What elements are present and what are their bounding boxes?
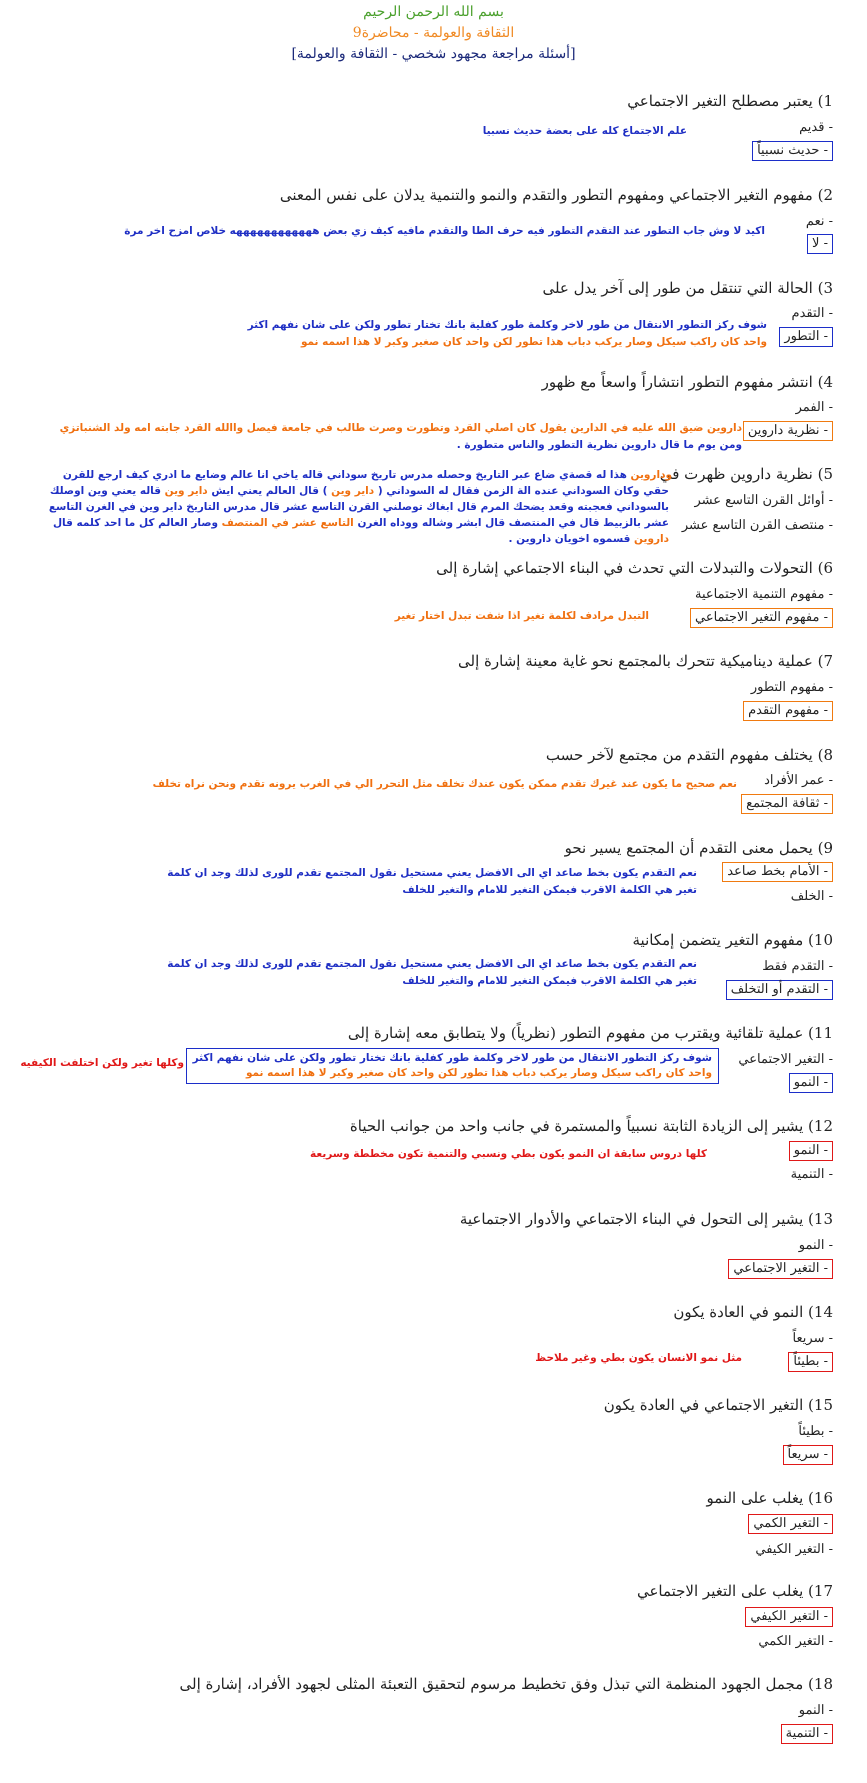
q11-note-1: شوف ركز التطور الانتقال من طور لاخر وكلمة طور كفلية بانك تختار تطور ولكن على شان نفهم اكثر [192,1052,712,1064]
q3-option-1: - التقدم [791,306,833,321]
q12-option-2: - التنمية [790,1167,833,1182]
q14-option-1: - سريعاً [792,1331,833,1346]
q1-option-1: - قديم [799,120,833,135]
q7-answer: - مفهوم التقدم [743,701,833,721]
q4-answer: - نظرية داروين [743,421,833,441]
q5-note-text-2: حقي وكان السوداني عنده الة الزمن فقال له السوداني ( [377,485,669,497]
q13-option-1: - النمو [798,1238,833,1253]
q10-option-1: - التقدم فقط [762,959,833,974]
question-14: 14) النمو في العادة يكون [673,1303,833,1321]
q4-note-1: داروين ضيق الله عليه في الدارين يقول كان اصلي القرد وتطورت وصرت طالب في جامعة فيصل واالله القرد جابته امه ولد الشنباتزي [59,422,742,434]
q2-option-1: - نعم [805,214,833,229]
question-7: 7) عملية ديناميكية تتحرك بالمجتمع نحو غاية معينة إشارة إلى [458,652,833,670]
q4-option-1: - الفمر [795,400,833,415]
q9-note-2: تغير هي الكلمة الاقرب فيمكن التغير للامام والتغير للخلف [402,884,697,896]
question-4: 4) انتشر مفهوم التطور انتشاراً واسعاً مع ظهور [541,373,833,391]
question-8: 8) يختلف مفهوم التقدم من مجتمع لآخر حسب [545,746,833,764]
q17-option-2: - التغير الكمي [758,1634,833,1649]
q5-note-line-5 [509,533,670,545]
q6-answer: - مفهوم التغير الاجتماعي [690,608,833,628]
question-16: 16) يغلب على النمو [706,1489,833,1507]
q9-note-1: نعم التقدم يكون بخط صاعد اي الى الافضل يعني مستحيل نقول المجتمع تقدم للورى لذلك وجد ان كلمة [167,867,697,879]
question-2: 2) مفهوم التغير الاجتماعي ومفهوم التطور والتقدم والنمو والتنمية يدلان على نفس المعنى [279,186,833,204]
q8-note: نعم صحيح ما يكون عند غيرك تقدم ممكن يكون عندك تخلف مثل التحرر الي في الغرب يرونه تقدم ونحن نراه تخلف [152,778,737,790]
question-1: 1) يعتبر مصطلح التغير الاجتماعي [627,92,833,110]
q2-note: اكيد لا وش جاب التطور عند التقدم التطور فيه حرف الطا والتقدم مافيه كيف زي بعض ههههههههههههه خلاص امزح اخر مرة [124,225,765,237]
q18-option-1: - النمو [798,1703,833,1718]
q11-note-3: وكلها تغير ولكن اختلفت الكيفيه [20,1057,184,1069]
q9-option-2: - الخلف [790,889,833,904]
question-18: 18) مجمل الجهود المنظمة التي تبذل وفق تخطيط مرسوم لتحقيق التعبئة المثلى لجهود الأفراد، إشارة إلى [179,1675,833,1693]
q1-note: علم الاجتماع كله على بعضة حديث نسبيا [482,125,687,137]
question-11: 11) عملية تلقائية ويقترب من مفهوم التطور (نظرياً) ولا يتطابق معه إشارة إلى [347,1024,833,1042]
question-12: 12) يشير إلى الزيادة الثابتة نسبياً والمستمرة في جانب واحد من جوانب الحياة [349,1117,833,1135]
question-9: 9) يحمل معنى التقدم أن المجتمع يسير نحو [564,839,833,857]
question-15: 15) التغير الاجتماعي في العادة يكون [603,1396,833,1414]
q12-note: كلها دروس سابقة ان النمو يكون بطي ونسبي والتنمية تكون مخططة وسريعة [310,1148,707,1160]
q5-note-dayer-1: داير وين [331,485,375,497]
q12-answer: - النمو [789,1141,833,1161]
q11-note-2: واحد كان راكب سيكل وصار يركب دباب هذا تطور لكن واحد كان صغير وكبر لا هذا اسمه نمو [245,1067,712,1079]
q9-answer: - الأمام بخط صاعد [722,862,833,882]
q4-note-2: ومن يوم ما قال داروين نظرية التطور والناس متطورة . [456,439,742,451]
lecture-title: الثقافة والعولمة - محاضرة9 [352,25,515,41]
q15-answer: - سريعاً [783,1445,833,1465]
q11-answer: - النمو [789,1073,833,1093]
q14-answer: - بطيئاً [788,1352,833,1372]
q5-note-line-4 [53,517,669,529]
q8-answer: - ثقافة المجتمع [741,794,833,814]
question-5: 5) نظرية داروين ظهرت في [659,465,833,483]
q18-answer: - التنمية [781,1724,833,1744]
subtitle: [أسئلة مراجعة مجهود شخصي - الثقافة والعولمة] [291,46,576,62]
q6-option-1: - مفهوم التنمية الاجتماعية [694,587,833,602]
q5-note-text-1: هذا له قصةي ضاع عبر التاريخ وحصله مدرس تاريخ سوداني قاله ياخي انا عالم وضايع ما ادري كيف ارجع للقرن [62,469,627,481]
q10-note-1: نعم التقدم يكون بخط صاعد اي الى الافضل يعني مستحيل نقول المجتمع تقدم للورى لذلك وجد ان كلمة [167,958,697,970]
q5-note-text-5: عشر بالزبيط قال في المنتصف قال ابشر وشاله ووداه الغرن [357,517,669,529]
q5-note-line-3: بالسوداني فعجبته وقعد يضحك المرم قال ابغاك توصلني القرن التاسع عشر قال مدرس التاريخ داير وين في الغرن التاسع [48,501,669,513]
q5-note-dayer-2: داير وين [164,485,208,497]
basmala: بسم الله الرحمن الرحيم [363,4,504,20]
q16-option-2: - التغير الكيفي [755,1542,833,1557]
q5-note-text-3: ) قال العالم يعني ايش [211,485,328,497]
q3-note-1: شوف ركز التطور الانتقال من طور لاخر وكلمة طور كفلية بانك تختار تطور ولكن على شان نفهم اكثر [247,319,767,331]
q5-note-darwin: وداروين [630,469,672,481]
q13-answer: - التغير الاجتماعي [728,1259,833,1279]
q11-note-box [186,1048,719,1084]
q3-answer: - التطور [779,327,833,347]
question-17: 17) يغلب على التغير الاجتماعي [636,1582,833,1600]
q5-option-1: - أوائل القرن التاسع عشر [694,493,833,508]
question-3: 3) الحالة التي تنتقل من طور إلى آخر يدل على [542,279,833,297]
q5-note-text-4: قاله يعني وين اوصلك [49,485,161,497]
q5-option-2: - منتصف القرن التاسع عشر [681,518,833,533]
q5-note-century: التاسع عشر في المنتصف [221,517,354,529]
question-13: 13) يشير إلى التحول في البناء الاجتماعي والأدوار الاجتماعية [459,1210,833,1228]
q5-note-line-1 [63,469,672,481]
q14-note: مثل نمو الانسان يكون بطي وغير ملاحظ [535,1352,742,1364]
q5-note-darwin-2: داروين [634,533,669,545]
q11-option-1: - التغير الاجتماعي [738,1052,833,1067]
q5-note-text-6: وصار العالم كل ما احد كلمه قال [52,517,218,529]
question-6: 6) التحولات والتبدلات التي تحدث في البناء الاجتماعي إشارة إلى [436,559,833,577]
q17-answer: - التغير الكيفي [745,1607,833,1627]
q7-option-1: - مفهوم التطور [750,680,833,695]
q10-note-2: تغير هي الكلمة الاقرب فيمكن التغير للامام والتغير للخلف [402,975,697,987]
q16-answer: - التغير الكمي [748,1514,833,1534]
q6-note: التبدل مرادف لكلمة تغير اذا شفت تبدل اختار تغير [394,610,649,622]
q10-answer: - التقدم أو التخلف [726,980,833,1000]
q8-option-1: - عمر الأفراد [764,773,833,788]
q15-option-1: - بطيئاً [798,1424,833,1439]
q2-answer: - لا [807,234,833,254]
question-10: 10) مفهوم التغير يتضمن إمكانية [632,931,833,949]
q5-note-text-7: قسموه اخويان داروين . [508,533,631,545]
q1-answer: - حديث نسبياً [752,141,833,161]
q3-note-2: واحد كان راكب سيكل وصار يركب دباب هذا تطور لكن واحد كان صغير وكبر لا هذا اسمه نمو [300,336,767,348]
q5-note-line-2 [50,485,669,497]
